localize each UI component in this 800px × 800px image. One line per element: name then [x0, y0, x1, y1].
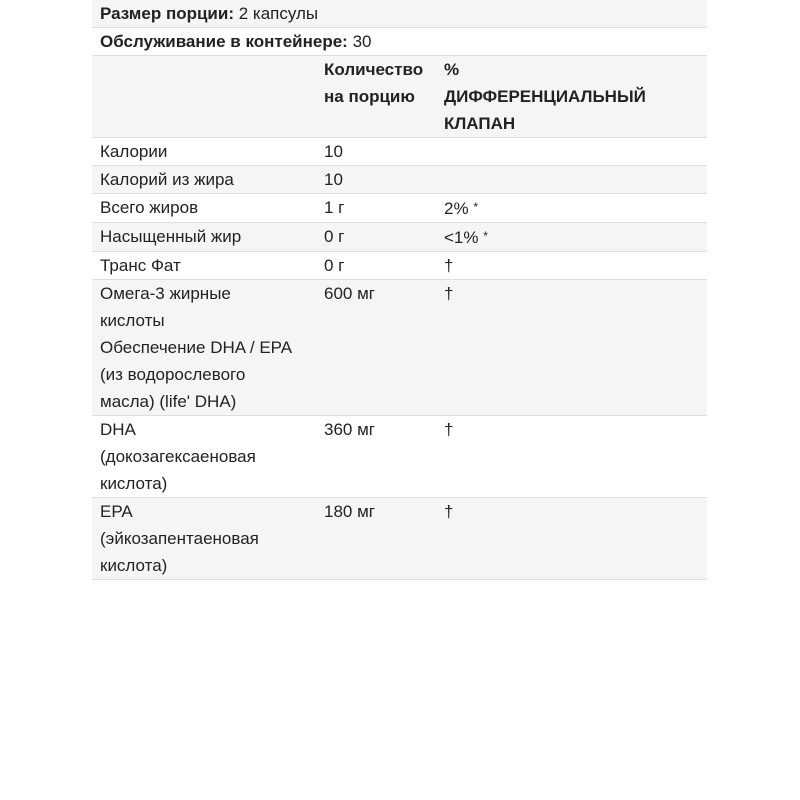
- header-amount: Количество на порцию: [316, 56, 436, 138]
- table-row: [92, 194, 707, 223]
- table-row: [92, 416, 707, 498]
- nutrient-name: EPA (эйкозапентаеновая кислота): [92, 498, 316, 580]
- nutrient-name: Калорий из жира: [92, 166, 316, 194]
- table-row: [92, 280, 707, 416]
- header-daily-value: % ДИФФЕРЕНЦИАЛЬНЫЙ КЛАПАН: [436, 56, 707, 138]
- footnote-marker: *: [473, 200, 478, 214]
- servings-per-container-row: [92, 28, 707, 56]
- nutrient-amount: 0 г: [316, 252, 436, 280]
- serving-size-label: Размер порции:: [100, 4, 234, 23]
- nutrient-name: Всего жиров: [92, 194, 316, 223]
- servings-per-container-label: Обслуживание в контейнере:: [100, 32, 348, 51]
- nutrient-name: Транс Фат: [92, 252, 316, 280]
- supplement-facts-table: [92, 0, 707, 580]
- nutrient-amount: 0 г: [316, 223, 436, 252]
- nutrient-daily-value: <1% *: [436, 223, 707, 252]
- nutrient-amount: 10: [316, 138, 436, 166]
- nutrient-rows: [92, 138, 707, 580]
- serving-size-row: [92, 0, 707, 28]
- footnote-marker: *: [483, 229, 488, 243]
- table-row: [92, 166, 707, 194]
- nutrient-name: DHA (докозагексаеновая кислота): [92, 416, 316, 498]
- nutrient-daily-value: †: [436, 498, 707, 580]
- table-header-row: [92, 56, 707, 138]
- nutrient-amount: 360 мг: [316, 416, 436, 498]
- nutrient-daily-value: [436, 138, 707, 166]
- nutrient-daily-value: 2% *: [436, 194, 707, 223]
- nutrient-daily-value: †: [436, 416, 707, 498]
- nutrient-name: Омега-3 жирные кислоты Обеспечение DHA / EPA (из водорослевого масла) (life' DHA): [92, 280, 316, 416]
- servings-per-container-value: 30: [352, 32, 372, 51]
- table-row: [92, 223, 707, 252]
- nutrient-amount: 180 мг: [316, 498, 436, 580]
- nutrient-amount: 600 мг: [316, 280, 436, 416]
- nutrient-amount: 1 г: [316, 194, 436, 223]
- table-row: [92, 498, 707, 580]
- nutrient-daily-value: †: [436, 280, 707, 416]
- nutrient-amount: 10: [316, 166, 436, 194]
- header-empty-cell: [92, 56, 316, 138]
- table-row: [92, 252, 707, 280]
- nutrient-name: Насыщенный жир: [92, 223, 316, 252]
- nutrient-name: Калории: [92, 138, 316, 166]
- nutrient-daily-value: †: [436, 252, 707, 280]
- supplement-facts: [92, 0, 707, 580]
- serving-size-value: 2 капсулы: [238, 4, 319, 23]
- table-row: [92, 138, 707, 166]
- nutrient-daily-value: [436, 166, 707, 194]
